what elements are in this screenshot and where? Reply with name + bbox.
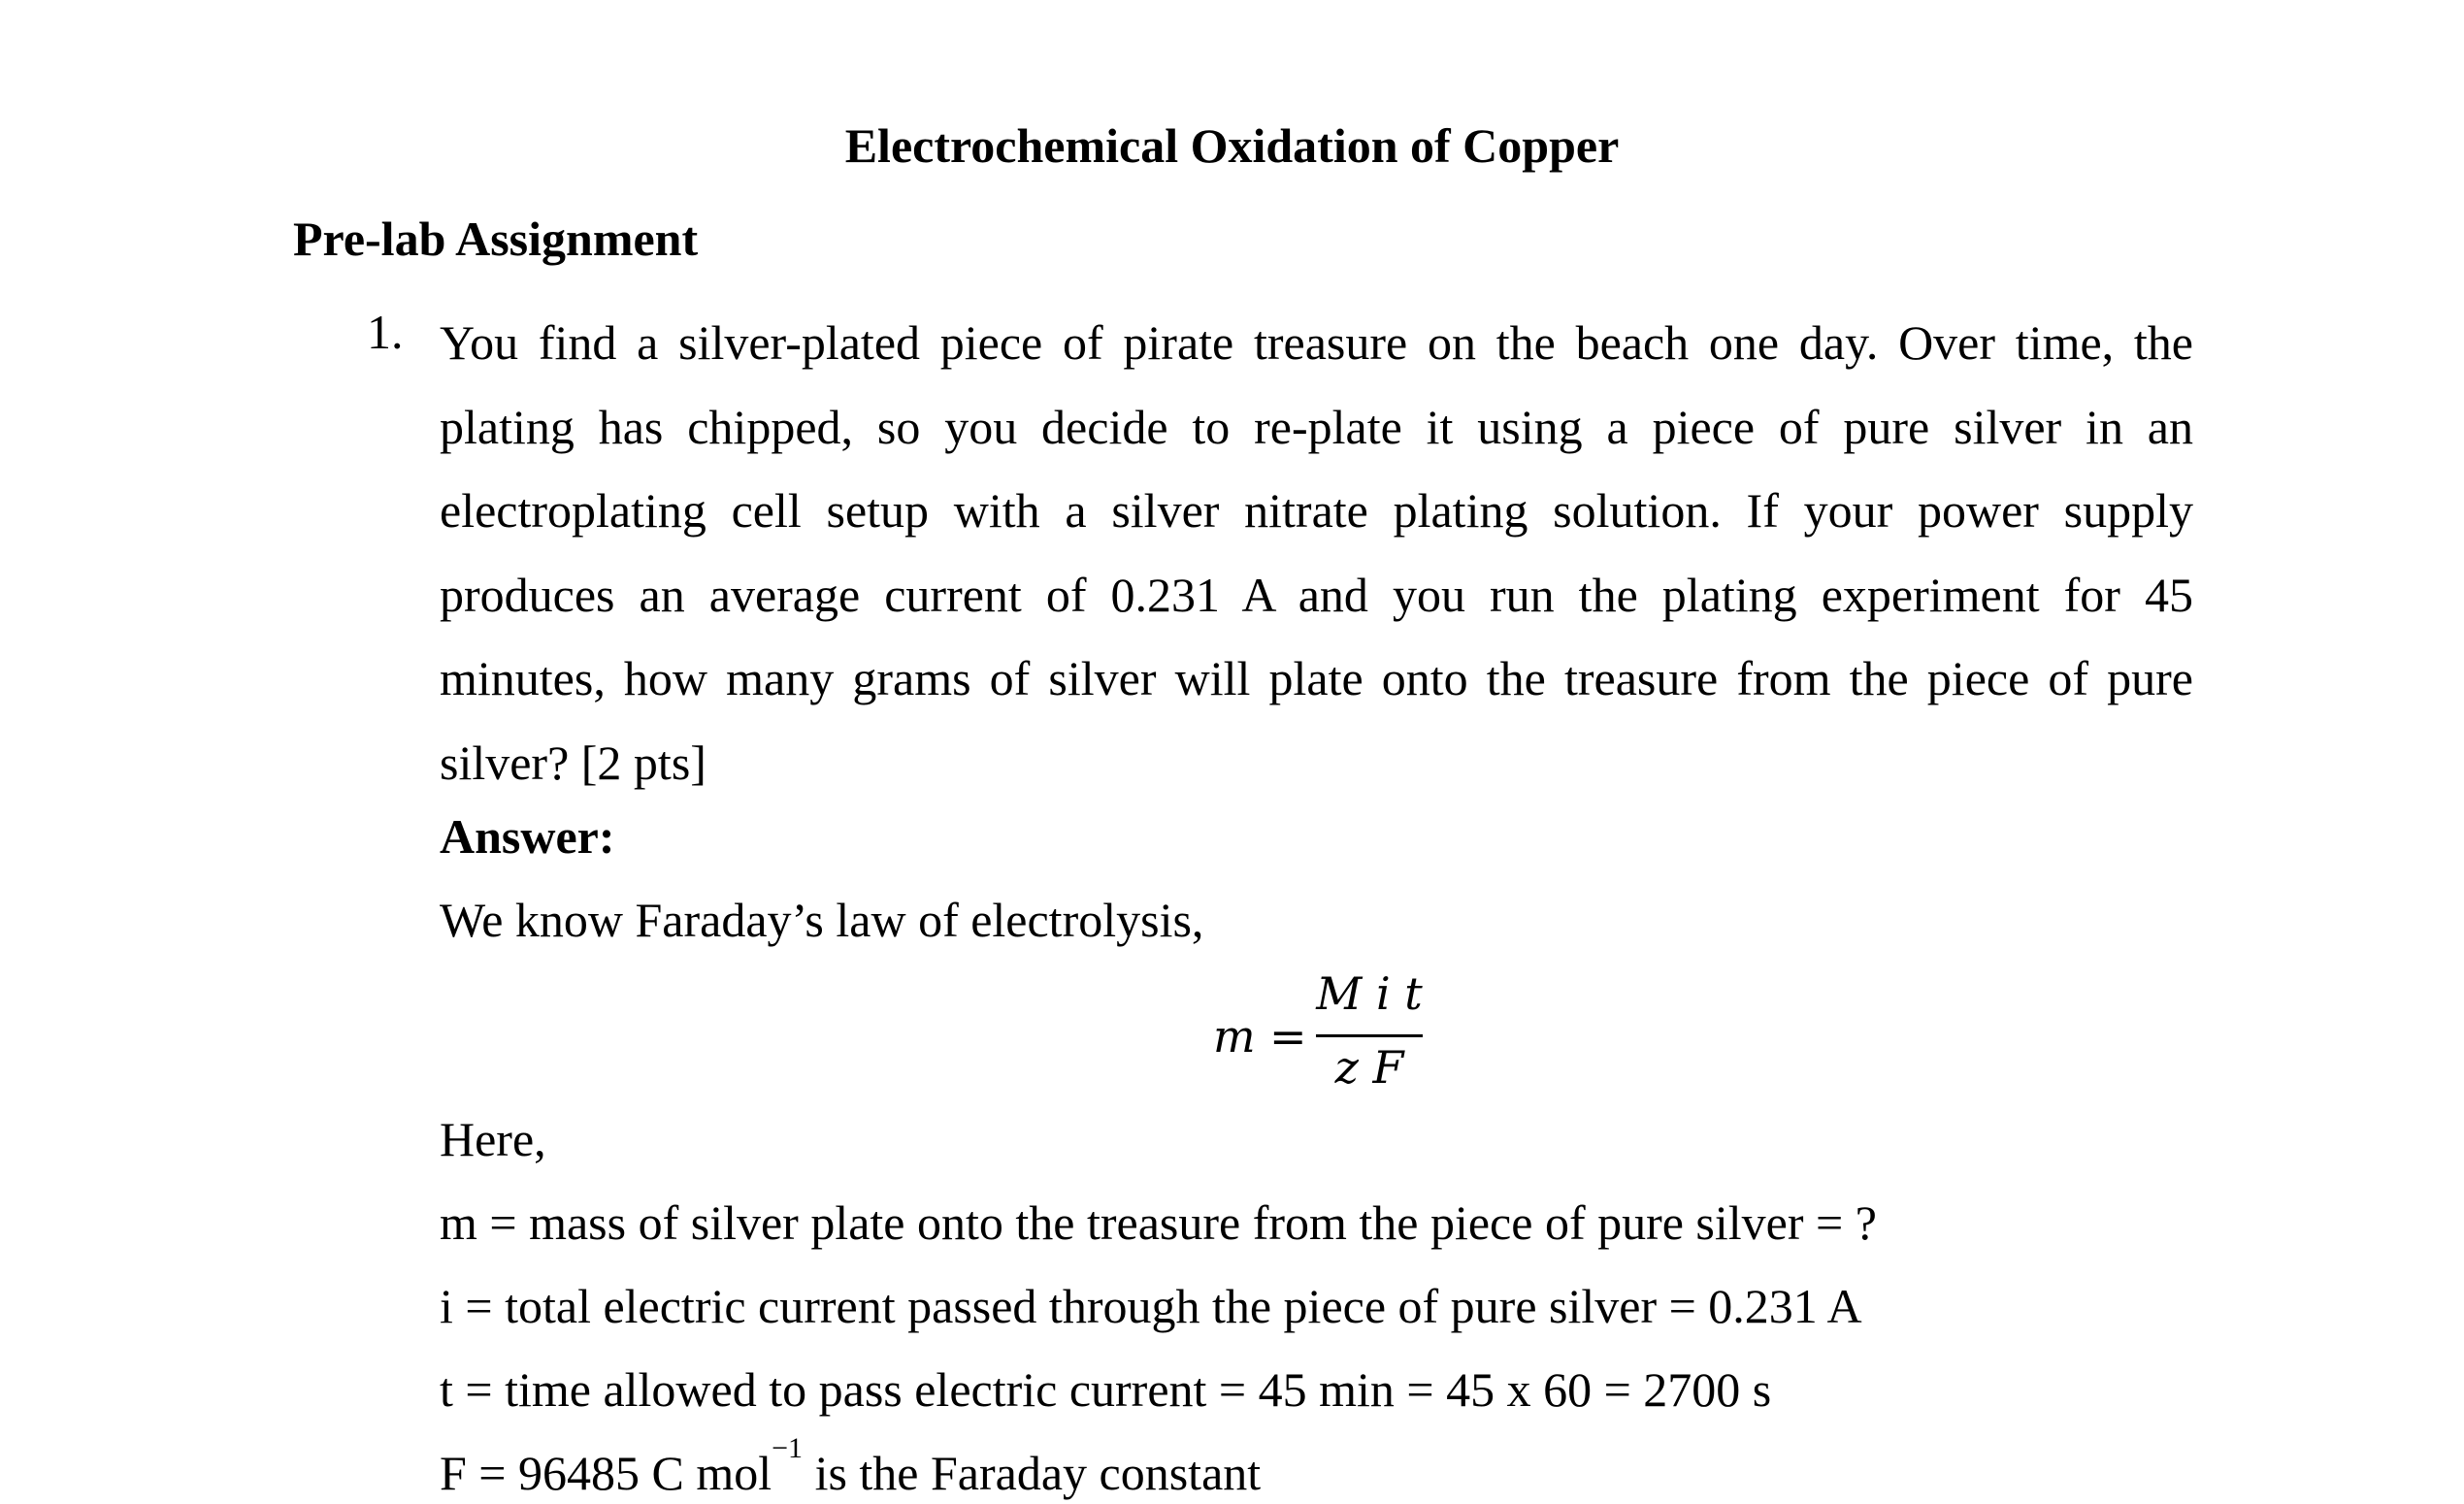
document-title: Electrochemical Oxidation of Copper bbox=[844, 118, 1620, 173]
definition-f-exponent: −1 bbox=[772, 1432, 804, 1464]
question-number: 1. bbox=[367, 305, 404, 359]
fraction-bar bbox=[1316, 1034, 1423, 1037]
here-label: Here, bbox=[440, 1112, 546, 1166]
answer-label: Answer: bbox=[440, 809, 615, 864]
definition-f bbox=[440, 1432, 1262, 1504]
definition-f-suffix: is the Faraday constant bbox=[803, 1446, 1262, 1500]
formula-denominator: z F bbox=[1334, 1041, 1404, 1094]
definition-t: t = time allowed to pass electric current = 45 min = 45 x 60 = 2700 s bbox=[440, 1362, 1772, 1417]
definition-f-prefix: F = 96485 C mol bbox=[440, 1446, 772, 1500]
formula-lhs: m bbox=[1213, 1010, 1256, 1063]
section-heading: Pre-lab Assignment bbox=[293, 212, 699, 266]
definition-i: i = total electric current passed through the piece of pure silver = 0.231 A bbox=[440, 1279, 1862, 1333]
question-text: You find a silver-plated piece of pirate treasure on the beach one day. Over time, the plating has chipped, so you decide to re-plate it using a piece of pure silver in an electroplating cell setup with a silver nitrate plating solution. If your power supply produces an average current of 0.231 A and you run the plating experiment for 45 minutes, how many grams of silver will plate onto the treasure from the piece of pure silver? [2 pts] bbox=[440, 315, 2193, 790]
definition-m: m = mass of silver plate onto the treasure from the piece of pure silver = ? bbox=[440, 1195, 1877, 1250]
formula-equals: = bbox=[1269, 1010, 1307, 1063]
formula-numerator: M i t bbox=[1316, 967, 1423, 1020]
answer-intro: We know Faraday’s law of electrolysis, bbox=[440, 893, 1204, 947]
